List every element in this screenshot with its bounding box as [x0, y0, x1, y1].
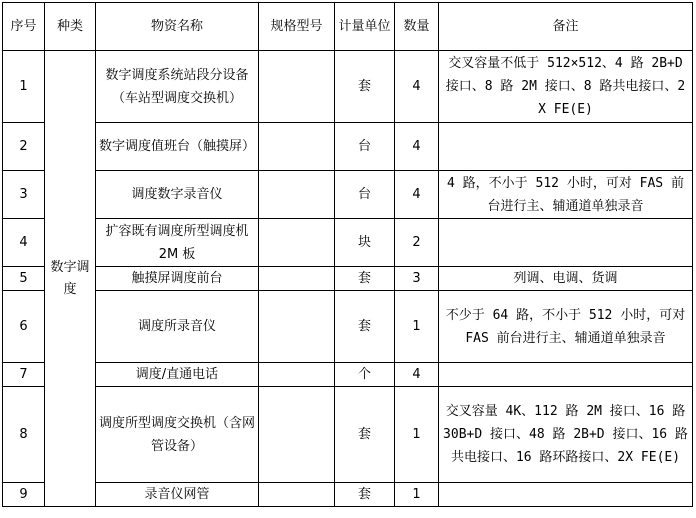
- row-no: 1: [3, 51, 45, 123]
- row-remark: [439, 483, 693, 507]
- header-unit: 计量单位: [335, 3, 395, 51]
- table-row: [3, 267, 693, 291]
- row-name: 数字调度系统站段分设备（车站型调度交换机）: [96, 51, 259, 123]
- row-spec: [259, 363, 335, 387]
- row-no: 2: [3, 123, 45, 171]
- row-unit: 套: [335, 291, 395, 363]
- header-no: 序号: [3, 3, 45, 51]
- header-category: 种类: [45, 3, 96, 51]
- row-name: 录音仪网管: [96, 483, 259, 507]
- row-no: 8: [3, 387, 45, 483]
- row-name: 数字调度值班台（触摸屏）: [96, 123, 259, 171]
- row-no: 7: [3, 363, 45, 387]
- row-qty: 2: [395, 219, 439, 267]
- table-row: [3, 219, 693, 267]
- row-qty: 4: [395, 171, 439, 219]
- row-unit: 套: [335, 51, 395, 123]
- row-unit: 个: [335, 363, 395, 387]
- row-no: 6: [3, 291, 45, 363]
- row-remark: 4 路，不小于 512 小时，可对 FAS 前台进行主、辅通道单独录音: [439, 171, 693, 219]
- header-remark: 备注: [439, 3, 693, 51]
- row-no: 9: [3, 483, 45, 507]
- table-row: [3, 483, 693, 507]
- row-spec: [259, 291, 335, 363]
- row-spec: [259, 123, 335, 171]
- row-no: 5: [3, 267, 45, 291]
- row-remark: [439, 219, 693, 267]
- table-row: [3, 171, 693, 219]
- table-row: [3, 363, 693, 387]
- row-unit: 块: [335, 219, 395, 267]
- row-name: 调度/直通电话: [96, 363, 259, 387]
- category-cell: 数字调度: [45, 51, 96, 507]
- row-no: 4: [3, 219, 45, 267]
- row-qty: 3: [395, 267, 439, 291]
- row-unit: 台: [335, 123, 395, 171]
- row-qty: 4: [395, 363, 439, 387]
- header-row: [3, 3, 693, 51]
- header-qty: 数量: [395, 3, 439, 51]
- row-name: 调度所型调度交换机（含网管设备）: [96, 387, 259, 483]
- row-qty: 1: [395, 387, 439, 483]
- row-spec: [259, 483, 335, 507]
- row-qty: 4: [395, 51, 439, 123]
- row-remark: 不少于 64 路，不小于 512 小时，可对 FAS 前台进行主、辅通道单独录音: [439, 291, 693, 363]
- row-unit: 套: [335, 387, 395, 483]
- row-unit: 套: [335, 267, 395, 291]
- table-row: [3, 291, 693, 363]
- row-remark: 列调、电调、货调: [439, 267, 693, 291]
- row-qty: 1: [395, 483, 439, 507]
- row-name: 调度数字录音仪: [96, 171, 259, 219]
- table-row: [3, 123, 693, 171]
- row-spec: [259, 387, 335, 483]
- row-name: 触摸屏调度前台: [96, 267, 259, 291]
- row-unit: 台: [335, 171, 395, 219]
- row-name: 扩容既有调度所型调度机 2M 板: [96, 219, 259, 267]
- row-no: 3: [3, 171, 45, 219]
- row-spec: [259, 171, 335, 219]
- row-name: 调度所录音仪: [96, 291, 259, 363]
- equipment-table: [2, 2, 693, 507]
- header-name: 物资名称: [96, 3, 259, 51]
- row-qty: 1: [395, 291, 439, 363]
- row-remark: [439, 363, 693, 387]
- table-row: [3, 387, 693, 483]
- row-remark: 交叉容量不低于 512×512、4 路 2B+D 接口、8 路 2M 接口、8 路共电接口、2 X FE(E): [439, 51, 693, 123]
- row-qty: 4: [395, 123, 439, 171]
- row-spec: [259, 267, 335, 291]
- table-row: [3, 51, 693, 123]
- row-unit: 套: [335, 483, 395, 507]
- row-remark: [439, 123, 693, 171]
- row-spec: [259, 51, 335, 123]
- row-remark: 交叉容量 4K、112 路 2M 接口、16 路 30B+D 接口、48 路 2B+D 接口、16 路共电接口、16 路环路接口、2X FE(E): [439, 387, 693, 483]
- header-spec: 规格型号: [259, 3, 335, 51]
- row-spec: [259, 219, 335, 267]
